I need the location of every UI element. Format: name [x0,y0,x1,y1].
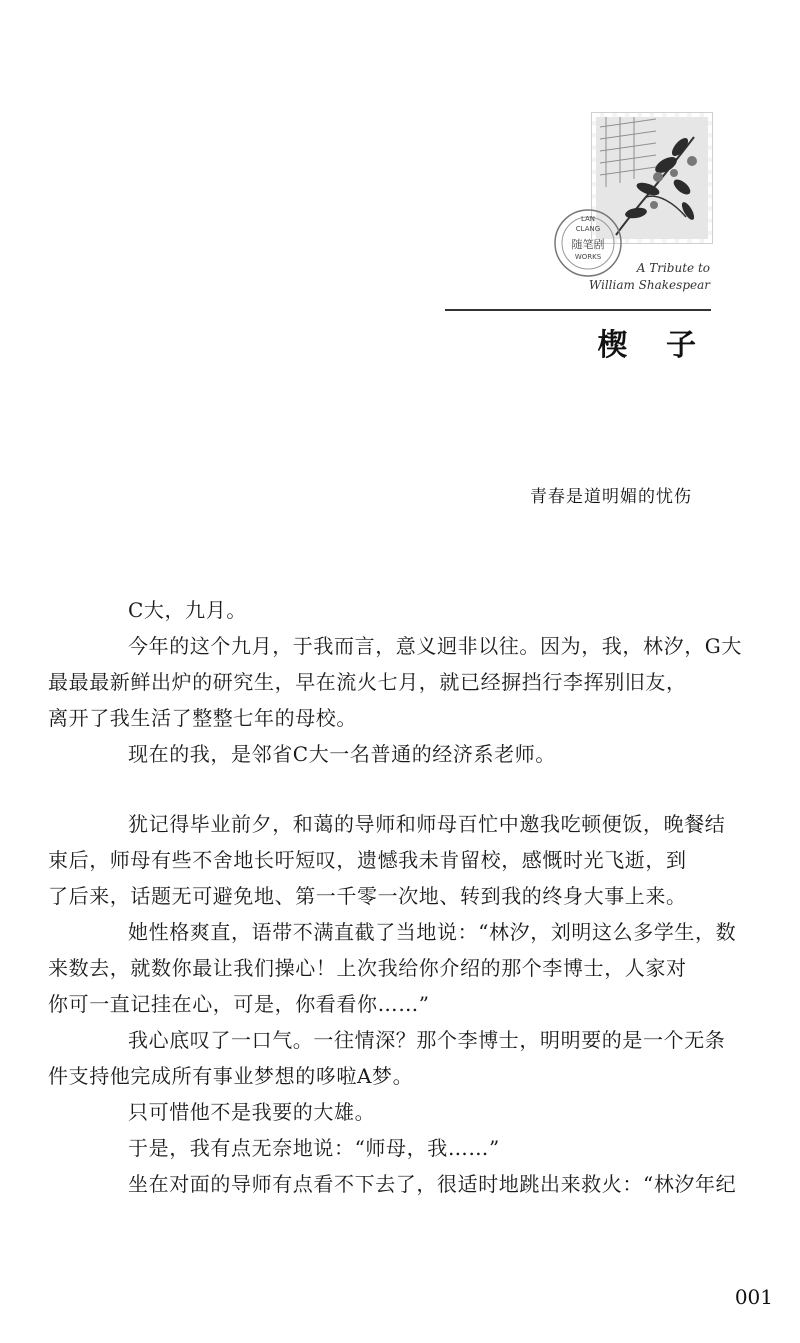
paragraph-4 [48,806,726,914]
paragraph-line: 今年的这个九月，于我而言，意义迥非以往。因为，我，林汐，G大 [128,634,742,658]
postmark-line-3: 随笔剧 [571,238,605,251]
body-text [48,592,742,1202]
tribute-caption [560,260,710,294]
paragraph-line: 你可一直记挂在心，可是，你看看你……” [48,992,430,1016]
paragraph-3 [88,736,712,772]
postmark-line-1: LAN [580,215,596,223]
paragraph-line: 离开了我生活了整整七年的母校。 [48,706,357,730]
paragraph-line: C大，九月。 [128,598,247,622]
paragraph-line: 了后来，话题无可避免地、第一千零一次地、转到我的终身大事上来。 [48,884,687,908]
paragraph-1 [88,592,712,628]
paragraph-8 [88,1130,712,1166]
paragraph-line: 束后，师母有些不舍地长吁短叹，遗憾我未肯留校，感慨时光飞逝，到 [48,848,687,872]
paragraph-line: 件支持他完成所有事业梦想的哆啦A梦。 [48,1064,414,1088]
paragraph-9 [88,1166,737,1202]
title-divider [445,309,711,311]
paragraph-6 [48,1022,726,1094]
paragraph-2 [48,628,742,736]
page-number: 001 [734,1285,773,1309]
paragraph-line: 她性格爽直，语带不满直截了当地说：“林汐，刘明这么多学生，数 [128,920,737,944]
paragraph-line: 来数去，就数你最让我们操心！上次我给你介绍的那个李博士，人家对 [48,956,687,980]
paragraph-line: 于是，我有点无奈地说：“师母，我……” [128,1136,500,1160]
paragraph-line: 只可惜他不是我要的大雄。 [128,1100,376,1124]
chapter-title: 楔 子 [597,328,710,363]
paragraph-line: 犹记得毕业前夕，和蔼的导师和师母百忙中邀我吃顿便饭，晚餐结 [128,812,726,836]
postmark-line-2: CLANG [575,225,601,233]
paragraph-line: 现在的我，是邻省C大一名普通的经济系老师。 [128,742,556,766]
paragraph-line: 最最最新鲜出炉的研究生，早在流火七月，就已经摒挡行李挥别旧友， [48,670,687,694]
chapter-epigraph: 青春是道明媚的忧伤 [530,487,692,507]
paragraph-line: 坐在对面的导师有点看不下去了，很适时地跳出来救火：“林汐年纪 [128,1172,737,1196]
paragraph-line: 我心底叹了一口气。一往情深？那个李博士，明明要的是一个无条 [128,1028,726,1052]
postmark-line-4: WORKS [574,253,602,261]
tribute-line-2: William Shakespear [588,278,710,292]
paragraph-5 [48,914,737,1022]
paragraph-7 [88,1094,712,1130]
tribute-line-1: A Tribute to [636,261,710,275]
section-gap [88,772,712,806]
